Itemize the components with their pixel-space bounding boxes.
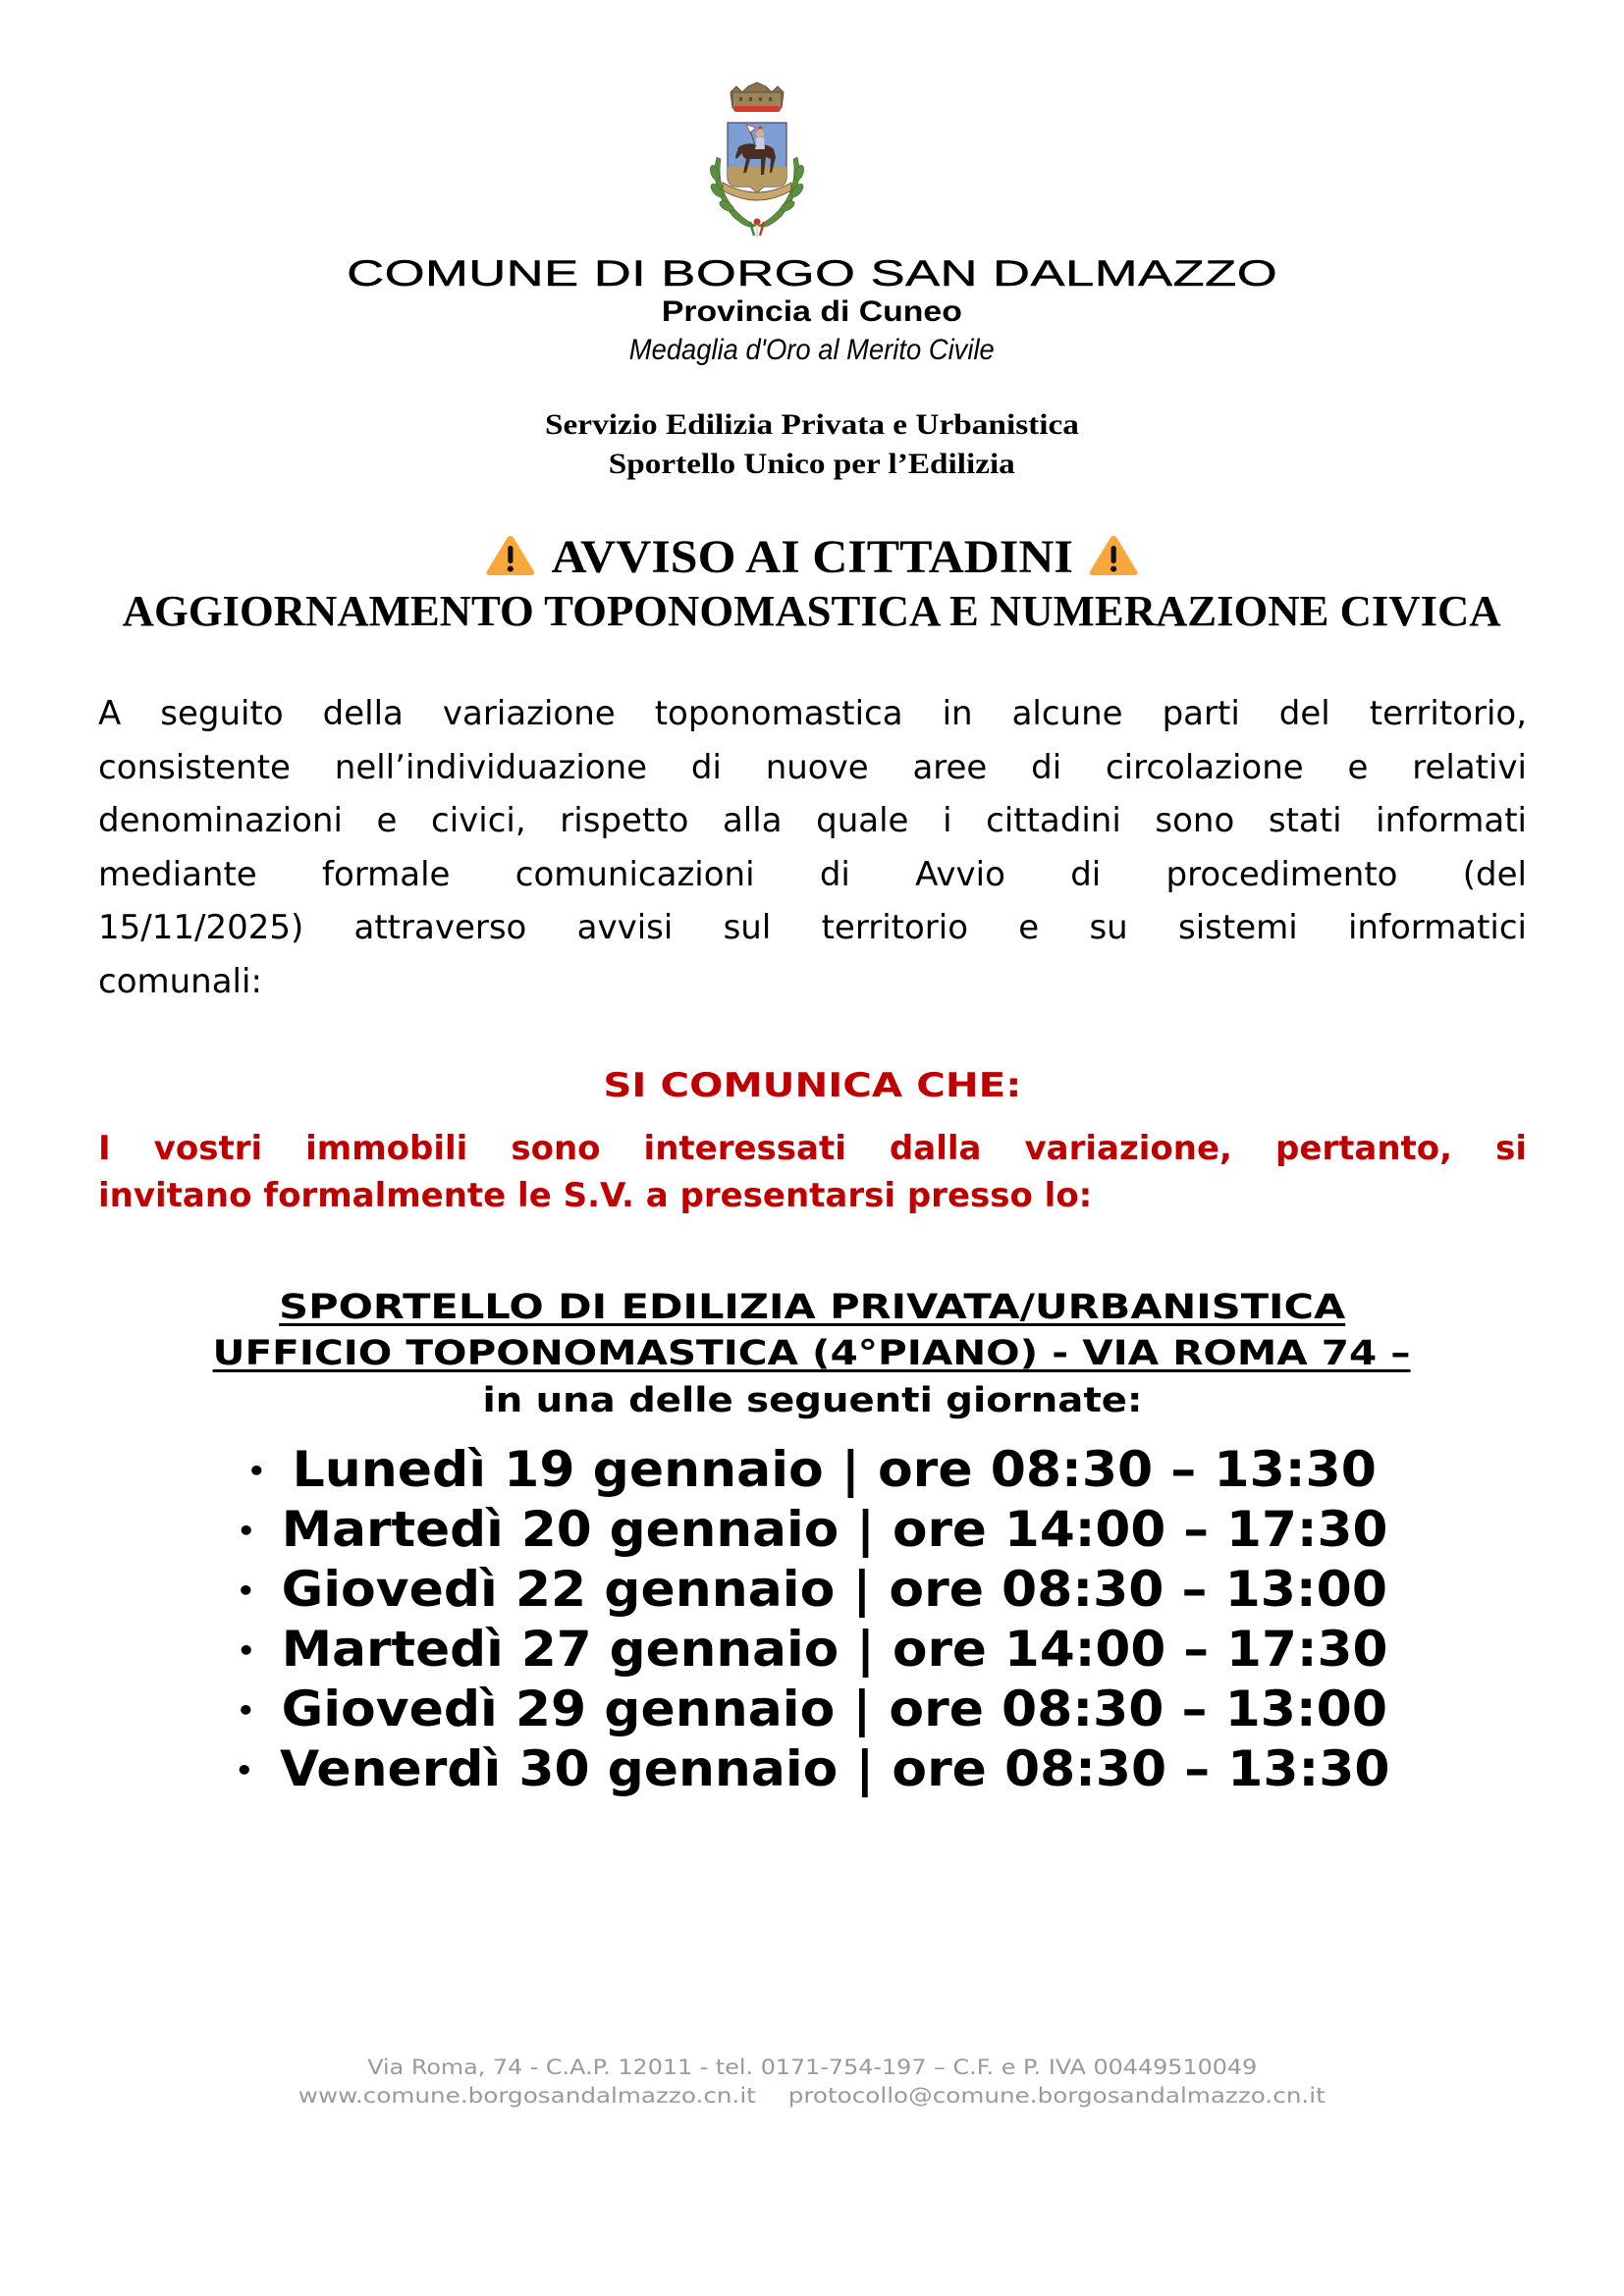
municipality-name bbox=[0, 253, 1624, 294]
office-location-line-2 bbox=[0, 1334, 1624, 1373]
paragraph-line: mediante formale comunicazioni di Avvio di procedimento (del bbox=[98, 854, 1527, 894]
paragraph-line: 15/11/2025) attraverso avvisi sul territorio e su sistemi informatici bbox=[98, 908, 1527, 947]
notice-title-text: AVVISO AI CITTADINI bbox=[551, 531, 1073, 583]
notice-subtitle bbox=[0, 586, 1624, 636]
paragraph-line: consistente nell’individuazione di nuove aree di circolazione e relativi bbox=[98, 747, 1527, 787]
province-name-text: Provincia di Cuneo bbox=[661, 295, 963, 328]
schedule-item-text: Martedì 20 gennaio | ore 14:00 – 17:30 bbox=[281, 1501, 1387, 1558]
bullet-icon: • bbox=[236, 1694, 255, 1727]
office-location-text: SPORTELLO DI EDILIZIA PRIVATA/URBANISTICA bbox=[278, 1288, 1346, 1327]
notice-subtitle-text: AGGIORNAMENTO TOPONOMASTICA E NUMERAZIONE CIVICA bbox=[123, 587, 1501, 635]
office-location-text: UFFICIO TOPONOMASTICA (4°PIANO) - VIA ROMA 74 – bbox=[212, 1334, 1412, 1373]
schedule-item bbox=[0, 1740, 1624, 1797]
office-name bbox=[0, 448, 1624, 481]
bullet-icon: • bbox=[247, 1455, 266, 1487]
warning-icon bbox=[1087, 533, 1140, 578]
service-department bbox=[0, 408, 1624, 442]
announcement-line: invitano formalmente le S.V. a presentarsi presso lo: bbox=[98, 1176, 1093, 1215]
announcement-heading-text: SI COMUNICA CHE: bbox=[602, 1066, 1022, 1105]
bullet-icon: • bbox=[235, 1754, 253, 1787]
tricolor-bow-icon bbox=[750, 219, 764, 239]
schedule-intro-text: in una delle seguenti giornate: bbox=[481, 1381, 1142, 1420]
schedule-item bbox=[0, 1621, 1624, 1678]
office-location-line-1 bbox=[0, 1288, 1624, 1327]
civic-medal-motto-text: Medaglia d'Oro al Merito Civile bbox=[629, 334, 995, 366]
bullet-icon: • bbox=[236, 1575, 255, 1607]
paragraph-line: denominazioni e civici, rispetto alla quale i cittadini sono stati informati bbox=[98, 801, 1527, 840]
schedule-item-text: Giovedì 22 gennaio | ore 08:30 – 13:00 bbox=[281, 1561, 1388, 1618]
footer-address-text: Via Roma, 74 - C.A.P. 12011 - tel. 0171-754-197 – C.F. e P. IVA 00449510049 bbox=[366, 2056, 1257, 2079]
office-name-text: Sportello Unico per l’Edilizia bbox=[608, 448, 1015, 480]
service-department-text: Servizio Edilizia Privata e Urbanistica bbox=[545, 408, 1079, 441]
footer-contacts bbox=[0, 2084, 1624, 2108]
civic-medal-motto bbox=[0, 334, 1624, 367]
municipality-name-text: COMUNE DI BORGO SAN DALMAZZO bbox=[346, 253, 1277, 294]
warning-icon bbox=[484, 533, 537, 578]
announcement-heading bbox=[0, 1066, 1624, 1105]
paragraph-line: A seguito della variazione toponomastica in alcune parti del territorio, bbox=[98, 694, 1527, 733]
notice-body-paragraph bbox=[98, 687, 1527, 1008]
shield-icon bbox=[728, 123, 786, 192]
schedule-item bbox=[0, 1561, 1624, 1618]
website-link[interactable]: www.comune.borgosandalmazzo.cn.it bbox=[298, 2084, 757, 2108]
announcement-line: I vostri immobili sono interessati dalla variazione, pertanto, si bbox=[98, 1129, 1527, 1168]
schedule-item-text: Lunedì 19 gennaio | ore 08:30 – 13:30 bbox=[292, 1441, 1377, 1498]
schedule-item bbox=[0, 1441, 1624, 1498]
bullet-icon: • bbox=[237, 1634, 255, 1667]
notice-title bbox=[0, 530, 1624, 584]
schedule-item-text: Martedì 27 gennaio | ore 14:00 – 17:30 bbox=[281, 1621, 1387, 1678]
schedule-item bbox=[0, 1501, 1624, 1558]
schedule-item bbox=[0, 1681, 1624, 1737]
schedule-intro bbox=[0, 1381, 1624, 1420]
paragraph-line: comunali: bbox=[98, 961, 262, 1001]
province-name bbox=[0, 295, 1624, 329]
footer-address bbox=[0, 2056, 1624, 2079]
schedule-item-text: Venerdì 30 gennaio | ore 08:30 – 13:30 bbox=[279, 1740, 1389, 1797]
announcement-paragraph bbox=[98, 1125, 1527, 1219]
email-link[interactable]: protocollo@comune.borgosandalmazzo.cn.it bbox=[787, 2084, 1326, 2108]
schedule-item-text: Giovedì 29 gennaio | ore 08:30 – 13:00 bbox=[281, 1681, 1388, 1737]
bullet-icon: • bbox=[237, 1515, 255, 1547]
crown-icon bbox=[731, 82, 784, 112]
coat-of-arms-logo bbox=[703, 79, 811, 240]
